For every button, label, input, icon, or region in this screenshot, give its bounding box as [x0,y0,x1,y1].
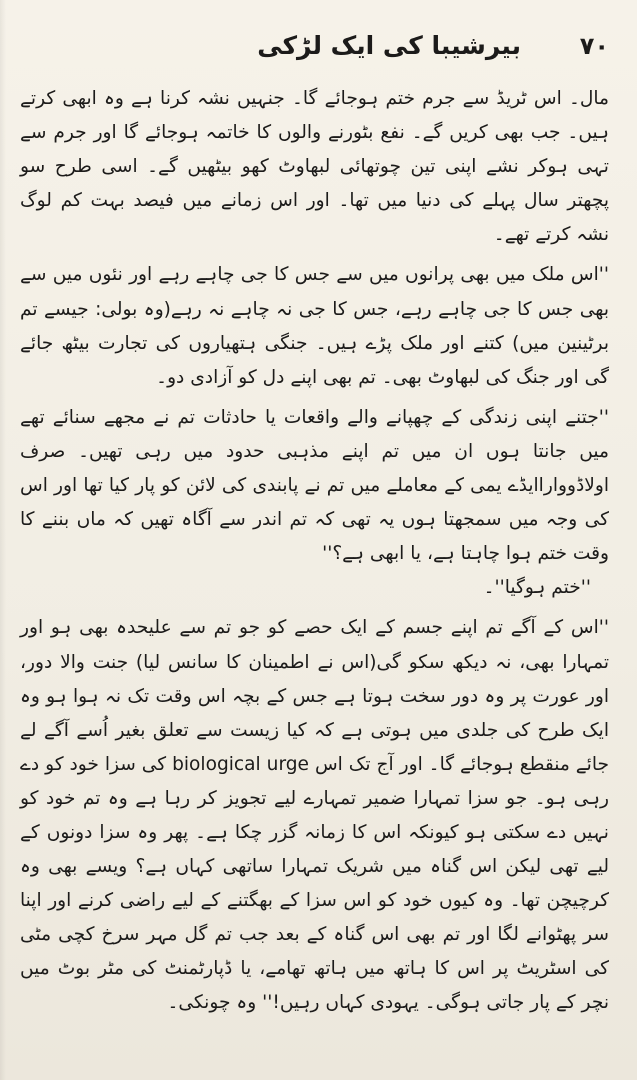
paragraph: مال۔ اس ٹریڈ سے جرم ختم ہوجائے گا۔ جنہیں نشہ کرنا ہے وہ ابھی کرتے ہیں۔ جب بھی کریں گے۔ نفع بٹورنے والوں کا خاتمہ ہوجائے گا اور جرم سے تہی ہوکر نشے اپنی تین چوتھائی لبھاوٹ کھو بیٹھیں گے۔ اسی طرح سو پچھتر سال پہلے کی دنیا میں تھا۔ اور اس زمانے میں فیصد بہت کم لوگ نشہ کرتے تھے۔ [20,88,609,246]
paragraph: ''اس ملک میں بھی پرانوں میں سے جس کا جی چاہے رہے اور نئوں میں سے بھی جس کا جی چاہے رہے، جس کا جی نہ چاہے نہ رہے(وہ بولی: جیسے تم برٹینین میں) کتنے اور ملک پڑے ہیں۔ جنگی ہتھیاروں کی تجارت بیٹھ جائے گی اور جنگ کی لبھاوٹ بھی۔ تم بھی اپنے دل کو آزادی دو۔ [20,264,609,388]
paragraph: ''جتنے اپنی زندگی کے چھپانے والے واقعات یا حادثات تم نے مجھے سنائے تھے میں جانتا ہوں ان میں تم اپنے مذہبی حدود میں رہی تھیں۔ صرف اولاڈوواراایڈے یمی کے معاملے میں تم نے پابندی کی لائن کو پار کیا تھا اور اس کی وجہ میں سمجھتا ہوں یہ تھی کہ تم اندر سے آگاہ تھیں کہ ماں بننے کا وقت ختم ہوا چاہتا ہے، یا ابھی ہے؟'' [20,406,609,565]
page-header [28,28,609,68]
scan-shadow [0,0,6,1080]
paragraph: ''ختم ہوگیا''۔ [483,577,591,599]
body-text [20,82,609,1021]
page-number: ۷۰ [579,32,609,60]
running-title: بیرشیبا کی ایک لڑکی [257,31,521,60]
paragraph: ''اس کے آگے تم اپنے جسم کے ایک حصے کو جو تم سے علیحدہ بھی ہو اور تمہارا بھی، نہ دیکھ سکو گی(اس نے اطمینان کا سانس لیا) جنت والا دور، اور عورت پر وہ دور سخت ہوتا ہے جس کے بچہ اس وقت تک نہ ہوا ہو وہ ایک طرح کی جلدی میں ہوتی ہے کہ کیا زیست سے تعلق بغیر اُسے آگے لے جائے منقطع ہوجائے گا۔ اور آج تک اس biological urge کی سزا خود کو دے رہی ہو۔ جو سزا تمہارا ضمیر تمہارے لیے تجویز کر رہا ہے وہ تم خود کو نہیں دے سکتی ہو کیونکہ اس کا زمانہ گزر چکا ہے۔ پھر وہ سزا دونوں کے لیے تھی لیکن اس گناہ میں شریک تمہارا ساتھی کہاں ہے؟ ویسے بھی وہ کرچیچن تھا۔ وہ کیوں خود کو اس سزا کے بھگتنے کے لیے راضی کرنے اور اپنا سر پھٹوانے لگا اور تم بھی اس گناہ کے بعد جب تم گل مہر سرخ کچی مٹی کی اسٹریٹ پر اس کا ہاتھ میں ہاتھ تھامے، یا ڈپارٹمنٹ کی مٹر بوٹ میں نچر کے پار جاتی ہوگی۔ یہودی کہاں رہیں!'' وہ چونکی۔ [20,617,609,1014]
